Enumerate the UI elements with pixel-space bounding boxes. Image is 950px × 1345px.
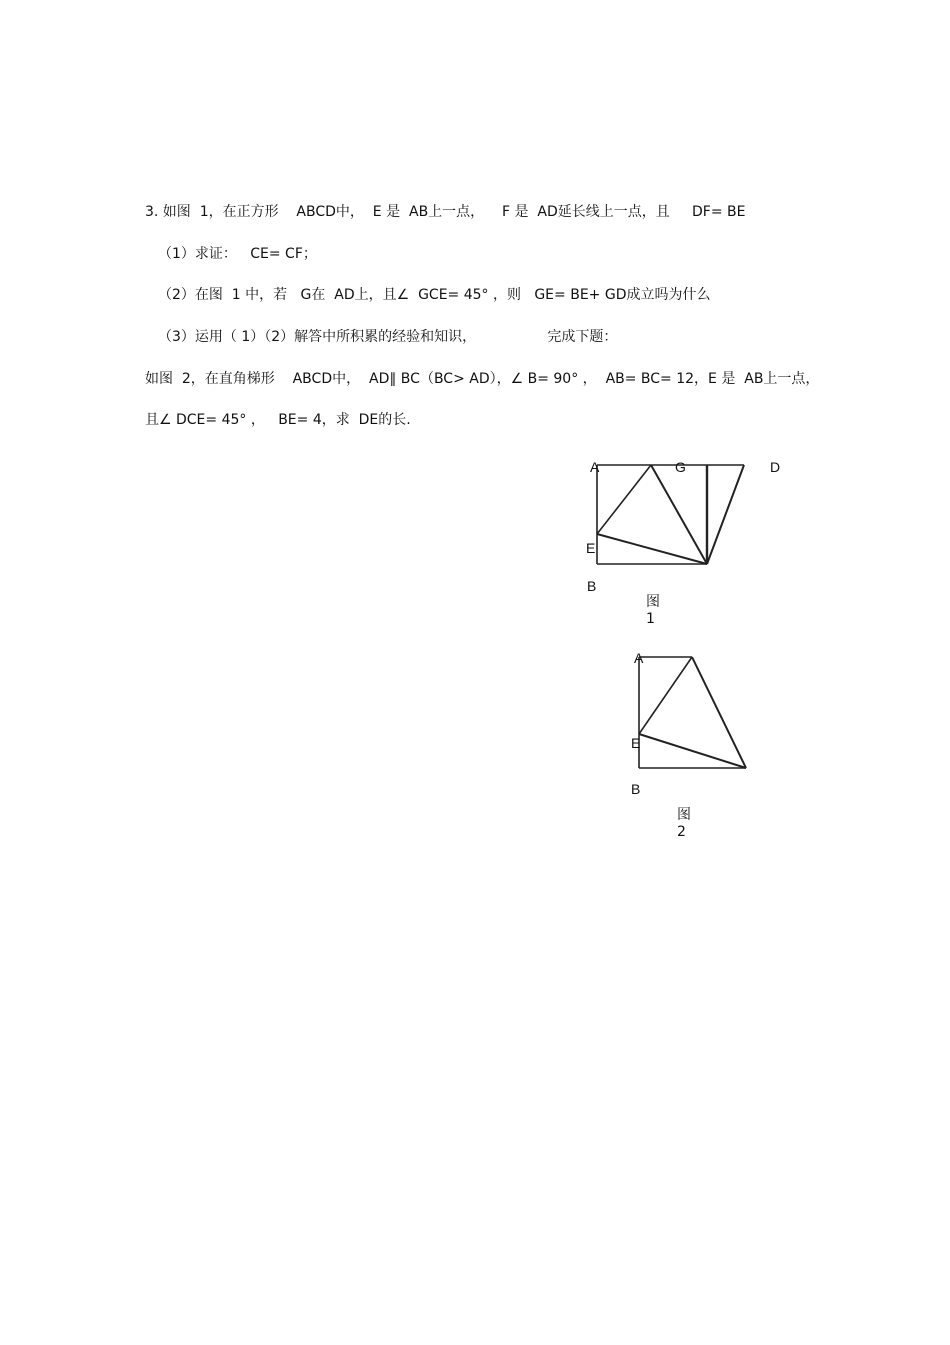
fig2-segment-ec <box>639 734 746 768</box>
fig2-segment-de <box>639 657 692 734</box>
problem-line-3: （2）在图 1 中，若 G在 AD上，且∠ GCE= 45° ，则 GE= BE+ GD成立吗为什么 <box>158 287 711 303</box>
fig1-label-d: D <box>770 459 781 475</box>
problem-line-5: 如图 2，在直角梯形 ABCD中， AD∥ BC（BC> AD），∠ B= 90° ， AB= BC= 12，E 是 AB上一点， <box>145 371 820 387</box>
fig2-label-e: E <box>631 735 641 751</box>
fig2-label-b: B <box>631 781 641 797</box>
fig1-label-b: B <box>587 578 597 594</box>
fig1-label-e: E <box>586 540 596 556</box>
fig1-label-a: A <box>590 459 600 475</box>
problem-line-4: （3）运用（ 1）（2）解答中所积累的经验和知识， 完成下题： <box>158 329 618 345</box>
fig1-label-g: G <box>675 459 686 475</box>
fig2-segment-dc <box>692 657 746 768</box>
problem-line-6: 且∠ DCE= 45° ， BE= 4，求 DE的长. <box>145 412 411 428</box>
fig2-caption: 图 2 <box>677 807 691 840</box>
fig1-caption: 图 1 <box>646 594 660 627</box>
problem-line-1: 3. 如图 1，在正方形 ABCD中， E 是 AB上一点， F 是 AD延长线上一点，且 DF= BE <box>145 204 746 220</box>
problem-line-2: （1）求证： CE= CF； <box>158 246 317 262</box>
fig2-label-a: A <box>634 650 644 666</box>
